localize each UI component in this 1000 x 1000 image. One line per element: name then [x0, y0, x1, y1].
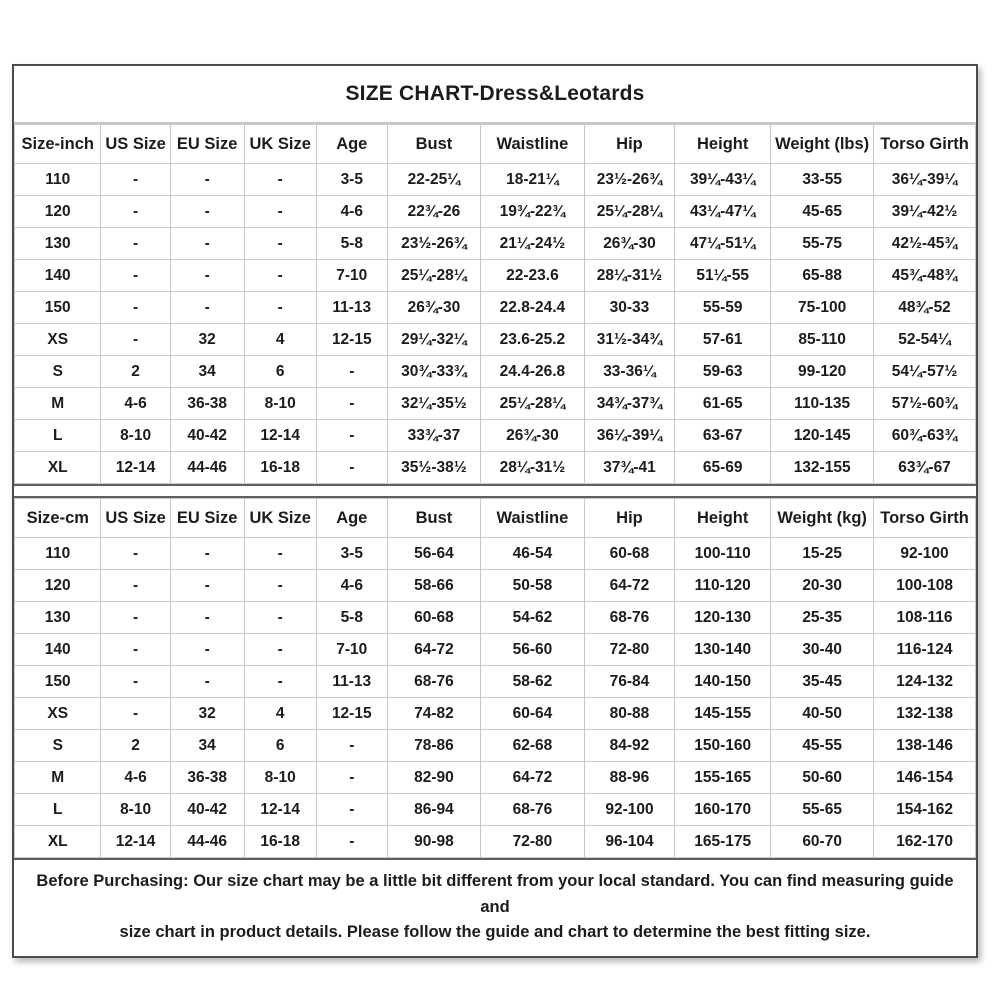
table-cell: 22-25¼: [387, 164, 480, 196]
table-cell: 2: [101, 356, 170, 388]
table-cell: S: [15, 730, 101, 762]
column-header: Height: [675, 125, 771, 164]
table-row: [15, 260, 976, 292]
table-cell: 150: [15, 292, 101, 324]
table-cell: 4-6: [316, 196, 387, 228]
table-cell: 76-84: [584, 666, 674, 698]
table-cell: 132-155: [771, 452, 874, 484]
table-cell: 4: [244, 324, 316, 356]
table-cell: 43¼-47¼: [675, 196, 771, 228]
table-cell: 30-33: [584, 292, 674, 324]
table-cell: 25¼-28¼: [584, 196, 674, 228]
header-row: [15, 125, 976, 164]
table-divider: [14, 484, 976, 498]
table-cell: 12-14: [101, 826, 170, 858]
table-cell: -: [244, 292, 316, 324]
table-cell: 4-6: [101, 388, 170, 420]
table-cell: 75-100: [771, 292, 874, 324]
table-cell: 52-54¼: [874, 324, 976, 356]
table-cell: -: [101, 164, 170, 196]
table-cell: 116-124: [874, 634, 976, 666]
table-row: [15, 292, 976, 324]
table-cell: 99-120: [771, 356, 874, 388]
table-cell: 23½-26¾: [387, 228, 480, 260]
table-cell: -: [101, 698, 170, 730]
table-row: [15, 666, 976, 698]
size-inch-table: [14, 124, 976, 484]
table-cell: 72-80: [481, 826, 585, 858]
table-cell: 92-100: [874, 538, 976, 570]
table-cell: 92-100: [584, 794, 674, 826]
table-cell: -: [244, 666, 316, 698]
table-row: [15, 602, 976, 634]
table-cell: 3-5: [316, 164, 387, 196]
table-cell: 85-110: [771, 324, 874, 356]
table-cell: -: [316, 794, 387, 826]
table-cell: -: [101, 538, 170, 570]
table-cell: 60-64: [481, 698, 585, 730]
table-cell: 108-116: [874, 602, 976, 634]
table-cell: XS: [15, 698, 101, 730]
column-header: Waistline: [481, 125, 585, 164]
table-cell: 74-82: [387, 698, 480, 730]
table-cell: 64-72: [387, 634, 480, 666]
table-cell: 6: [244, 730, 316, 762]
table-cell: -: [101, 324, 170, 356]
table-cell: 4-6: [316, 570, 387, 602]
table-cell: XS: [15, 324, 101, 356]
table-cell: XL: [15, 452, 101, 484]
table-cell: 45¾-48¾: [874, 260, 976, 292]
table-row: [15, 388, 976, 420]
table-cell: 35-45: [771, 666, 874, 698]
column-header: Size-cm: [15, 499, 101, 538]
table-cell: 55-75: [771, 228, 874, 260]
table-cell: 140: [15, 260, 101, 292]
table-cell: 68-76: [481, 794, 585, 826]
table-cell: -: [170, 666, 244, 698]
table-cell: 132-138: [874, 698, 976, 730]
table-cell: 86-94: [387, 794, 480, 826]
table-row: [15, 196, 976, 228]
table-cell: 33¾-37: [387, 420, 480, 452]
table-cell: 42½-45¾: [874, 228, 976, 260]
table-cell: 110-135: [771, 388, 874, 420]
table-cell: 130: [15, 602, 101, 634]
table-cell: 146-154: [874, 762, 976, 794]
purchase-note: [14, 858, 976, 956]
table-cell: 6: [244, 356, 316, 388]
purchase-note-line2: size chart in product details. Please follow the guide and chart to determine the best fitting size.: [119, 923, 871, 942]
table-cell: 30-40: [771, 634, 874, 666]
table-cell: 150: [15, 666, 101, 698]
table-cell: -: [170, 196, 244, 228]
table-cell: 28¼-31½: [584, 260, 674, 292]
table-cell: 160-170: [675, 794, 771, 826]
table-cell: 7-10: [316, 634, 387, 666]
table-cell: 72-80: [584, 634, 674, 666]
table-cell: 55-59: [675, 292, 771, 324]
table-cell: -: [316, 388, 387, 420]
column-header: Height: [675, 499, 771, 538]
table-cell: 40-42: [170, 420, 244, 452]
table-cell: L: [15, 420, 101, 452]
table-cell: 16-18: [244, 452, 316, 484]
table-cell: -: [244, 196, 316, 228]
table-cell: 120: [15, 570, 101, 602]
column-header: Torso Girth: [874, 499, 976, 538]
table-cell: -: [101, 260, 170, 292]
table-cell: 80-88: [584, 698, 674, 730]
table-cell: S: [15, 356, 101, 388]
table-cell: 11-13: [316, 292, 387, 324]
table-cell: 44-46: [170, 826, 244, 858]
table-cell: 2: [101, 730, 170, 762]
table-cell: 51¼-55: [675, 260, 771, 292]
column-header: UK Size: [244, 125, 316, 164]
table-cell: 64-72: [481, 762, 585, 794]
column-header: US Size: [101, 125, 170, 164]
table-cell: 57½-60¾: [874, 388, 976, 420]
column-header: Age: [316, 499, 387, 538]
table-cell: 60-68: [387, 602, 480, 634]
table-cell: 12-14: [244, 794, 316, 826]
table-cell: 32¼-35½: [387, 388, 480, 420]
table-cell: 56-60: [481, 634, 585, 666]
column-header: Age: [316, 125, 387, 164]
table-cell: 88-96: [584, 762, 674, 794]
table-cell: 65-69: [675, 452, 771, 484]
table-row: [15, 730, 976, 762]
table-cell: 50-58: [481, 570, 585, 602]
table-cell: -: [316, 356, 387, 388]
table-cell: -: [170, 538, 244, 570]
table-cell: 45-65: [771, 196, 874, 228]
table-cell: 68-76: [584, 602, 674, 634]
column-header: Hip: [584, 499, 674, 538]
table-cell: 100-110: [675, 538, 771, 570]
table-cell: XL: [15, 826, 101, 858]
table-cell: 22.8-24.4: [481, 292, 585, 324]
column-header: Weight (lbs): [771, 125, 874, 164]
table-cell: -: [101, 634, 170, 666]
table-cell: 4-6: [101, 762, 170, 794]
table-cell: 8-10: [101, 794, 170, 826]
table-cell: 15-25: [771, 538, 874, 570]
table-cell: 11-13: [316, 666, 387, 698]
table-row: [15, 356, 976, 388]
table-cell: -: [244, 164, 316, 196]
table-cell: 45-55: [771, 730, 874, 762]
table-cell: 57-61: [675, 324, 771, 356]
column-header: Bust: [387, 499, 480, 538]
table-cell: 110: [15, 538, 101, 570]
column-header: Bust: [387, 125, 480, 164]
column-header: US Size: [101, 499, 170, 538]
table-cell: 23½-26¾: [584, 164, 674, 196]
table-cell: 140: [15, 634, 101, 666]
table-cell: 61-65: [675, 388, 771, 420]
table-cell: 64-72: [584, 570, 674, 602]
table-cell: 35½-38½: [387, 452, 480, 484]
table-row: [15, 324, 976, 356]
table-row: [15, 794, 976, 826]
table-cell: -: [170, 570, 244, 602]
table-cell: 32: [170, 698, 244, 730]
column-header: UK Size: [244, 499, 316, 538]
column-header: Waistline: [481, 499, 585, 538]
table-cell: 19¾-22¾: [481, 196, 585, 228]
table-cell: 120-145: [771, 420, 874, 452]
size-chart-panel: [12, 64, 978, 958]
table-cell: 39¼-42½: [874, 196, 976, 228]
table-cell: -: [316, 762, 387, 794]
table-cell: 5-8: [316, 602, 387, 634]
table-cell: 12-14: [244, 420, 316, 452]
table-cell: 130: [15, 228, 101, 260]
table-row: [15, 420, 976, 452]
table-cell: 25¼-28¼: [387, 260, 480, 292]
size-cm-table: [14, 498, 976, 858]
table-cell: 25-35: [771, 602, 874, 634]
table-row: [15, 228, 976, 260]
table-cell: 58-66: [387, 570, 480, 602]
table-cell: 60¾-63¾: [874, 420, 976, 452]
table-cell: 54¼-57½: [874, 356, 976, 388]
table-cell: 65-88: [771, 260, 874, 292]
table-cell: 8-10: [244, 762, 316, 794]
table-cell: 162-170: [874, 826, 976, 858]
table-cell: -: [316, 826, 387, 858]
table-cell: 165-175: [675, 826, 771, 858]
table-cell: 30¾-33¾: [387, 356, 480, 388]
table-cell: 18-21¼: [481, 164, 585, 196]
table-row: [15, 634, 976, 666]
table-cell: 16-18: [244, 826, 316, 858]
table-cell: -: [316, 420, 387, 452]
table-cell: 40-50: [771, 698, 874, 730]
table-cell: 20-30: [771, 570, 874, 602]
table-cell: -: [170, 292, 244, 324]
table-row: [15, 164, 976, 196]
table-cell: 110: [15, 164, 101, 196]
table-cell: 31½-34¾: [584, 324, 674, 356]
table-cell: 39¼-43¼: [675, 164, 771, 196]
table-cell: 130-140: [675, 634, 771, 666]
table-cell: 34¾-37¾: [584, 388, 674, 420]
table-cell: -: [170, 602, 244, 634]
table-cell: -: [101, 292, 170, 324]
table-cell: -: [101, 602, 170, 634]
table-cell: -: [316, 730, 387, 762]
table-cell: 56-64: [387, 538, 480, 570]
table-cell: 59-63: [675, 356, 771, 388]
table-cell: 60-70: [771, 826, 874, 858]
table-cell: 110-120: [675, 570, 771, 602]
table-cell: 46-54: [481, 538, 585, 570]
table-cell: 12-15: [316, 698, 387, 730]
column-header: Weight (kg): [771, 499, 874, 538]
column-header: Torso Girth: [874, 125, 976, 164]
header-row: [15, 499, 976, 538]
table-cell: -: [170, 634, 244, 666]
table-cell: 124-132: [874, 666, 976, 698]
table-cell: 29¼-32¼: [387, 324, 480, 356]
table-cell: 62-68: [481, 730, 585, 762]
table-row: [15, 452, 976, 484]
purchase-note-line1: Before Purchasing: Our size chart may be a little bit different from your local standard. You can find measuring guide and: [36, 872, 954, 916]
table-cell: 34: [170, 356, 244, 388]
column-header: Size-inch: [15, 125, 101, 164]
table-cell: 26¾-30: [584, 228, 674, 260]
table-cell: 82-90: [387, 762, 480, 794]
table-cell: 21¼-24½: [481, 228, 585, 260]
table-cell: 23.6-25.2: [481, 324, 585, 356]
table-cell: 100-108: [874, 570, 976, 602]
table-cell: -: [101, 228, 170, 260]
table-cell: 120: [15, 196, 101, 228]
table-cell: -: [244, 260, 316, 292]
table-cell: 155-165: [675, 762, 771, 794]
table-row: [15, 570, 976, 602]
table-cell: 33-55: [771, 164, 874, 196]
table-cell: 12-14: [101, 452, 170, 484]
table-cell: -: [101, 666, 170, 698]
table-cell: -: [244, 538, 316, 570]
table-cell: 63-67: [675, 420, 771, 452]
table-cell: 63¾-67: [874, 452, 976, 484]
table-cell: M: [15, 388, 101, 420]
table-cell: -: [101, 196, 170, 228]
table-cell: 36¼-39¼: [874, 164, 976, 196]
table-cell: 48¾-52: [874, 292, 976, 324]
table-cell: -: [316, 452, 387, 484]
table-cell: 32: [170, 324, 244, 356]
table-cell: 24.4-26.8: [481, 356, 585, 388]
table-row: [15, 538, 976, 570]
table-cell: 50-60: [771, 762, 874, 794]
table-cell: 84-92: [584, 730, 674, 762]
table-cell: 12-15: [316, 324, 387, 356]
column-header: EU Size: [170, 125, 244, 164]
table-cell: M: [15, 762, 101, 794]
table-cell: 8-10: [101, 420, 170, 452]
table-cell: 25¼-28¼: [481, 388, 585, 420]
table-cell: -: [244, 602, 316, 634]
table-cell: -: [170, 164, 244, 196]
table-cell: 22-23.6: [481, 260, 585, 292]
table-cell: 5-8: [316, 228, 387, 260]
table-cell: 3-5: [316, 538, 387, 570]
table-cell: 55-65: [771, 794, 874, 826]
table-cell: -: [170, 228, 244, 260]
table-cell: 26¾-30: [387, 292, 480, 324]
table-cell: 36-38: [170, 388, 244, 420]
table-cell: 54-62: [481, 602, 585, 634]
table-cell: 4: [244, 698, 316, 730]
table-cell: 7-10: [316, 260, 387, 292]
column-header: Hip: [584, 125, 674, 164]
chart-title: SIZE CHART-Dress&Leotards: [14, 66, 976, 124]
table-cell: 47¼-51¼: [675, 228, 771, 260]
table-cell: 140-150: [675, 666, 771, 698]
table-cell: 78-86: [387, 730, 480, 762]
table-cell: 68-76: [387, 666, 480, 698]
table-cell: 36-38: [170, 762, 244, 794]
table-cell: 34: [170, 730, 244, 762]
table-row: [15, 698, 976, 730]
table-cell: 22¾-26: [387, 196, 480, 228]
column-header: EU Size: [170, 499, 244, 538]
table-cell: 8-10: [244, 388, 316, 420]
table-cell: 150-160: [675, 730, 771, 762]
table-cell: 28¼-31½: [481, 452, 585, 484]
table-cell: 90-98: [387, 826, 480, 858]
table-cell: -: [170, 260, 244, 292]
table-row: [15, 762, 976, 794]
table-cell: 145-155: [675, 698, 771, 730]
table-cell: 40-42: [170, 794, 244, 826]
table-cell: 44-46: [170, 452, 244, 484]
table-cell: -: [244, 570, 316, 602]
table-cell: 58-62: [481, 666, 585, 698]
table-cell: 96-104: [584, 826, 674, 858]
table-cell: 26¾-30: [481, 420, 585, 452]
table-cell: 60-68: [584, 538, 674, 570]
table-cell: 37¾-41: [584, 452, 674, 484]
table-row: [15, 826, 976, 858]
table-cell: 33-36¼: [584, 356, 674, 388]
table-cell: -: [101, 570, 170, 602]
table-cell: -: [244, 634, 316, 666]
table-cell: 138-146: [874, 730, 976, 762]
table-cell: 154-162: [874, 794, 976, 826]
table-cell: 36¼-39¼: [584, 420, 674, 452]
table-cell: -: [244, 228, 316, 260]
table-cell: 120-130: [675, 602, 771, 634]
table-cell: L: [15, 794, 101, 826]
